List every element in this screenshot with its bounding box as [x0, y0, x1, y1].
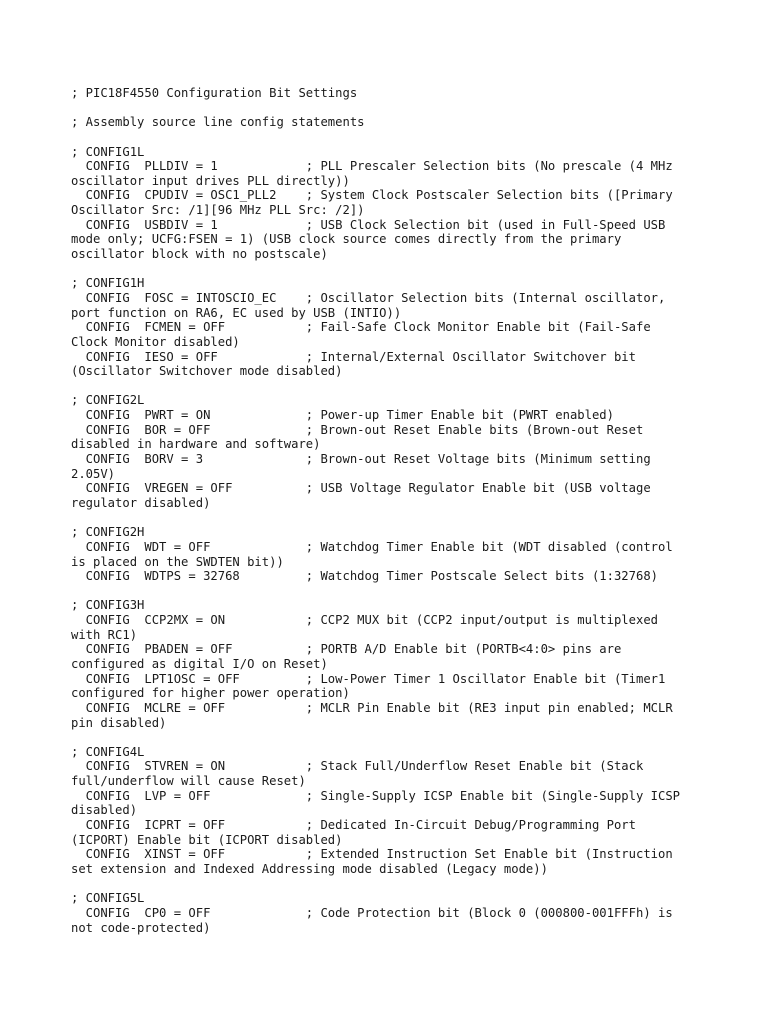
text-line: configured for higher power operation)	[71, 686, 350, 701]
text-line: 2.05V)	[71, 466, 116, 481]
text-line: CONFIG FCMEN = OFF ; Fail-Safe Clock Monitor Enable bit (Fail-Safe	[71, 320, 651, 335]
text-line: CONFIG WDTPS = 32768 ; Watchdog Timer Postscale Select bits (1:32768)	[71, 569, 658, 584]
text-line: Clock Monitor disabled)	[71, 334, 240, 349]
text-line: CONFIG STVREN = ON ; Stack Full/Underflow Reset Enable bit (Stack	[71, 759, 644, 774]
text-line: ; CONFIG1L	[71, 144, 145, 159]
text-line: mode only; UCFG:FSEN = 1) (USB clock source comes directly from the primary	[71, 232, 622, 247]
text-line: set extension and Indexed Addressing mode disabled (Legacy mode))	[71, 861, 548, 876]
blank-line	[71, 511, 711, 526]
text-line: full/underflow will cause Reset)	[71, 774, 306, 789]
text-line: ; Assembly source line config statements	[71, 115, 365, 130]
text-line: CONFIG XINST = OFF ; Extended Instruction Set Enable bit (Instruction	[71, 847, 673, 862]
text-line: CONFIG VREGEN = OFF ; USB Voltage Regulator Enable bit (USB voltage	[71, 481, 651, 496]
text-line: CONFIG PLLDIV = 1 ; PLL Prescaler Selection bits (No prescale (4 MHz	[71, 159, 673, 174]
text-line: CONFIG CPUDIV = OSC1_PLL2 ; System Clock Postscaler Selection bits ([Primary	[71, 188, 673, 203]
text-line: oscillator input drives PLL directly))	[71, 173, 350, 188]
text-line: CONFIG MCLRE = OFF ; MCLR Pin Enable bit (RE3 input pin enabled; MCLR	[71, 700, 673, 715]
blank-line	[71, 130, 711, 145]
text-line: CONFIG USBDIV = 1 ; USB Clock Selection bit (used in Full-Speed USB	[71, 217, 666, 232]
text-line: disabled in hardware and software)	[71, 437, 321, 452]
text-line: CONFIG FOSC = INTOSCIO_EC ; Oscillator Selection bits (Internal oscillator,	[71, 290, 666, 305]
text-line: ; CONFIG5L	[71, 891, 145, 906]
text-line: ; CONFIG1H	[71, 276, 145, 291]
text-line: ; CONFIG2H	[71, 525, 145, 540]
text-line: configured as digital I/O on Reset)	[71, 656, 328, 671]
text-line: with RC1)	[71, 627, 138, 642]
text-line: Oscillator Src: /1][96 MHz PLL Src: /2])	[71, 203, 365, 218]
text-line: ; CONFIG3H	[71, 598, 145, 613]
text-line: ; CONFIG4L	[71, 744, 145, 759]
text-line: CONFIG BOR = OFF ; Brown-out Reset Enable bits (Brown-out Reset	[71, 422, 644, 437]
text-line: oscillator block with no postscale)	[71, 247, 328, 262]
blank-line	[71, 262, 711, 277]
blank-line	[71, 101, 711, 116]
text-line: pin disabled)	[71, 715, 167, 730]
text-line: not code-protected)	[71, 920, 211, 935]
text-line: port function on RA6, EC used by USB (INTIO))	[71, 305, 402, 320]
blank-line	[71, 584, 711, 599]
text-line: disabled)	[71, 803, 138, 818]
text-line: is placed on the SWDTEN bit))	[71, 554, 284, 569]
text-line: (ICPORT) Enable bit (ICPORT disabled)	[71, 832, 343, 847]
blank-line	[71, 730, 711, 745]
text-line: CONFIG BORV = 3 ; Brown-out Reset Voltage bits (Minimum setting	[71, 452, 651, 467]
text-line: regulator disabled)	[71, 495, 211, 510]
text-line: CONFIG LPT1OSC = OFF ; Low-Power Timer 1 Oscillator Enable bit (Timer1	[71, 671, 666, 686]
text-line: CONFIG PBADEN = OFF ; PORTB A/D Enable bit (PORTB<4:0> pins are	[71, 642, 622, 657]
text-line: CONFIG CP0 = OFF ; Code Protection bit (Block 0 (000800-001FFFh) is	[71, 905, 673, 920]
text-line: CONFIG WDT = OFF ; Watchdog Timer Enable bit (WDT disabled (control	[71, 539, 673, 554]
text-line: (Oscillator Switchover mode disabled)	[71, 364, 343, 379]
text-line: CONFIG PWRT = ON ; Power-up Timer Enable bit (PWRT enabled)	[71, 408, 614, 423]
blank-line	[71, 877, 711, 892]
blank-line	[71, 379, 711, 394]
text-line: CONFIG ICPRT = OFF ; Dedicated In-Circuit Debug/Programming Port	[71, 818, 636, 833]
text-line: CONFIG LVP = OFF ; Single-Supply ICSP Enable bit (Single-Supply ICSP	[71, 788, 681, 803]
text-line: ; PIC18F4550 Configuration Bit Settings	[71, 86, 358, 100]
text-line: CONFIG CCP2MX = ON ; CCP2 MUX bit (CCP2 input/output is multiplexed	[71, 613, 658, 628]
text-line: ; CONFIG2L	[71, 393, 145, 408]
text-line: CONFIG IESO = OFF ; Internal/External Oscillator Switchover bit	[71, 349, 636, 364]
document-body	[71, 86, 711, 935]
